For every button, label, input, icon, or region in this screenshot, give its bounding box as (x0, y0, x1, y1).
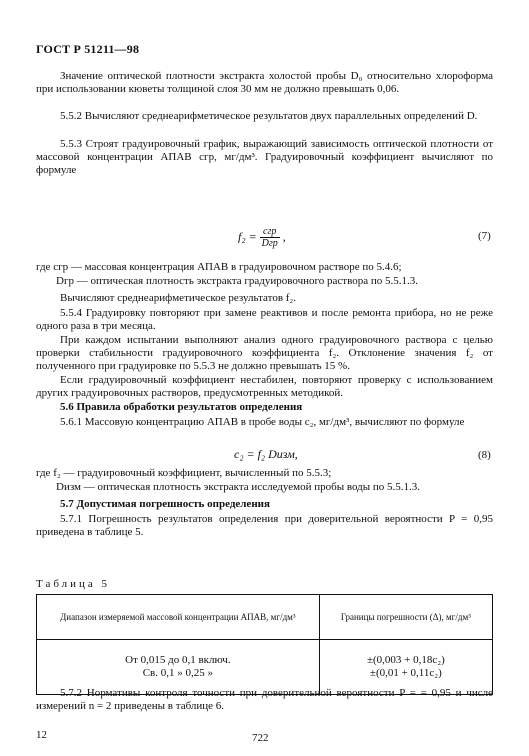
where-f2: где f₂ — градуировочный коэффициент, вычисленный по 5.5.3; (36, 467, 332, 479)
table-header-row (37, 595, 493, 640)
paragraph-5-6-1: 5.6.1 Массовую концентрацию АПАВ в пробе воды c₂, мг/дм³, вычисляют по формуле (60, 416, 465, 428)
formula-8: c₂ = f₂ Dизм, (234, 447, 298, 461)
paragraph-stability-check: При каждом испытании выполняют анализ одного градуировочного раствора с целью проверки стабильности градуировочного коэффициента f₂. Отклонение значения f₂ от полученного при градуировке по 5.5.3 не должно превышать 15 %. (36, 334, 493, 373)
table-5 (36, 594, 493, 695)
paragraph-5-5-2: 5.5.2 Вычисляют среднеарифметическое результатов двух параллельных определений D. (60, 110, 478, 122)
paragraph-5-7-1: 5.7.1 Погрешность результатов определения при доверительной вероятности P = 0,95 приведена в таблице 5. (36, 513, 493, 539)
paragraph-average-f2: Вычисляют среднеарифметическое результатов f₂. (60, 292, 297, 304)
bound-row-2: ±(0,01 + 0,11c₂) (369, 667, 442, 679)
range-row-1: От 0,015 до 0,1 включ. (125, 654, 231, 666)
paragraph-5-5-4: 5.5.4 Градуировку повторяют при замене реактивов и после ремонта прибора, но не реже одного раза в три месяца. (36, 307, 493, 333)
formula-7-numerator: cгр (260, 226, 280, 238)
table-header-bounds: Границы погрешности (Δ), мг/дм³ (319, 595, 492, 640)
page-number-center: 722 (252, 732, 269, 744)
range-row-2: Св. 0,1 » 0,25 » (142, 667, 213, 679)
formula-7-lhs: f₂ = (238, 229, 257, 244)
paragraph-5-7-2: 5.7.2 Нормативы контроля точности при доверительной вероятности P = = 0,95 и числе измерений n = 2 приведены в таблице 6. (36, 687, 493, 713)
where-d-izm: Dизм — оптическая плотность экстракта исследуемой пробы воды по 5.5.1.3. (56, 481, 421, 493)
document-header: ГОСТ Р 51211—98 (36, 42, 140, 56)
heading-5-6: 5.6 Правила обработки результатов определения (60, 401, 303, 413)
page-number-left: 12 (36, 729, 47, 741)
where-d-gr: Dгр — оптическая плотность экстракта градуировочного раствора по 5.5.1.3. (56, 275, 418, 287)
where-c-gr: где cгр — массовая концентрация АПАВ в градуировочном растворе по 5.4.6; (36, 261, 402, 273)
paragraph-d0: Значение оптической плотности экстракта холостой пробы D₀ относительно хлороформа при использовании кюветы толщиной слоя 30 мм не должно превышать 0,06. (36, 70, 493, 96)
paragraph-5-5-3: 5.5.3 Строят градуировочный график, выражающий зависимость оптической плотности от массовой концентрации АПАВ cгр, мг/дм³. Градуировочный коэффициент вычисляют по формуле (36, 138, 493, 177)
formula-7-tail: , (282, 229, 286, 244)
formula-7-fraction (260, 226, 280, 249)
formula-7 (238, 226, 286, 249)
formula-7-denominator: Dгр (261, 238, 278, 249)
bound-row-1: ±(0,003 + 0,18c₂) (366, 654, 445, 666)
paragraph-unstable: Если градуировочный коэффициент нестабилен, повторяют проверку с использованием других градуировочных растворов, предусмотренных методикой. (36, 374, 493, 400)
table-header-range: Диапазон измеряемой массовой концентрации АПАВ, мг/дм³ (37, 595, 320, 640)
heading-5-7: 5.7 Допустимая погрешность определения (60, 498, 270, 510)
formula-7-number: (7) (478, 230, 491, 242)
formula-8-number: (8) (478, 449, 491, 461)
table-5-caption: Таблица 5 (36, 578, 111, 590)
